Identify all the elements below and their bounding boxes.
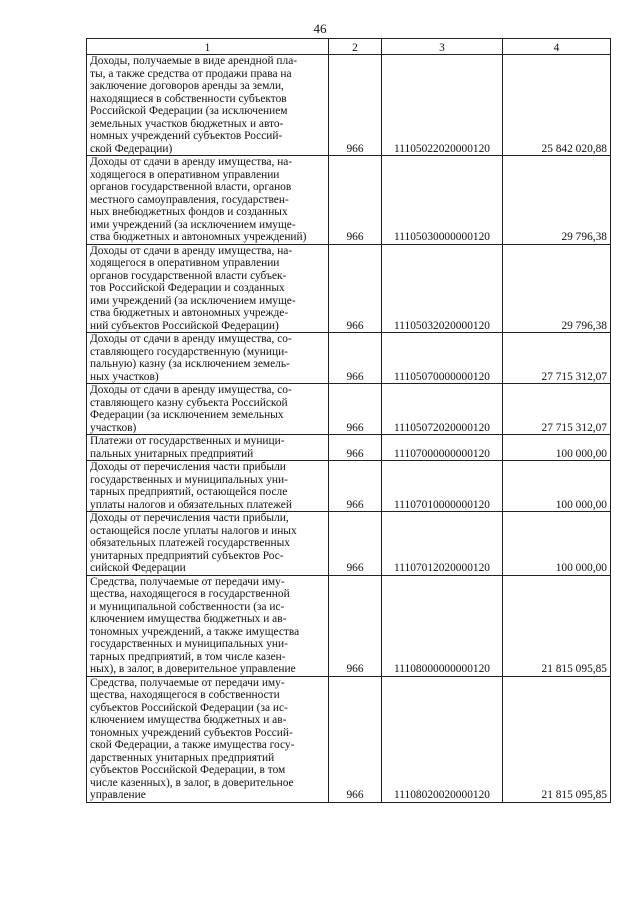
table-row [87,461,611,512]
budget-classification-code: 11108020020000120 [382,676,503,802]
revenue-description [87,55,329,156]
amount: 25 842 020,88 [503,55,611,156]
description-line: заключение договоров аренды за земли, [90,80,284,92]
description-line: ты, а также средства от продажи права на [90,67,292,80]
description-line: тономных учреждений, а также имущества [90,625,300,638]
budget-classification-code: 11108000000000120 [382,575,503,676]
table-row [87,575,611,676]
description-line: ставляющего казну субъекта Российской [90,396,288,409]
description-line: Средства, получаемые от передачи иму- [90,575,285,588]
table-row [87,333,611,384]
description-line: находящиеся в собственности субъектов [90,92,287,105]
description-line: ими учреждений (за исключением имуще- [90,218,296,231]
amount: 21 815 095,85 [503,575,611,676]
description-line: пальную) казну (за исключением земель- [90,358,290,370]
description-line: дарственных унитарных предприятий [90,751,275,764]
description-line: Доходы от сдачи в аренду имущества, со- [90,384,292,396]
description-line: тарных предприятий, остающейся после [90,486,288,498]
description-line: Доходы от сдачи в аренду имущества, со- [90,333,292,345]
column-header-admin-code: 2 [329,39,382,55]
budget-classification-code: 11107012020000120 [382,512,503,576]
description-line: пальных унитарных предприятий [90,447,254,460]
budget-classification-code: 11105032020000120 [382,244,503,333]
description-line: ставляющего государственную (муници- [90,345,288,358]
description-line: ства бюджетных и автономных учрежде- [90,307,289,319]
description-line: ключением имущества бюджетных и ав- [90,714,287,726]
description-line: щества, находящегося в государственной [90,588,290,600]
amount: 27 715 312,07 [503,333,611,384]
description-line: субъектов Российской Федерации, в том [90,764,286,776]
description-line: и муниципальной собственности (за ис- [90,600,285,613]
table-row [87,435,611,461]
budget-classification-code: 11105030000000120 [382,156,503,245]
description-line: ходящегося в оперативном управлении [90,257,280,269]
description-line: Доходы от перечисления части прибыли, [90,512,289,524]
description-line: Средства, получаемые от передачи иму- [90,676,285,689]
description-line: ных участков) [90,370,159,383]
revenue-description [87,461,329,512]
admin-code: 966 [329,676,382,802]
amount: 21 815 095,85 [503,676,611,802]
revenue-description [87,333,329,384]
admin-code: 966 [329,156,382,245]
budget-classification-code: 11105072020000120 [382,384,503,435]
description-line: Доходы от сдачи в аренду имущества, на- [90,244,293,257]
revenue-description [87,435,329,461]
description-line: обязательных платежей государственных [90,537,290,549]
table-body [87,55,611,803]
description-line: органов государственной власти субъек- [90,269,287,282]
table-row [87,55,611,156]
description-line: ими учреждений (за исключением имуще- [90,294,296,307]
column-header-kbk: 3 [382,39,503,55]
description-line: Федерации (за исключением земельных [90,409,284,421]
table-row [87,512,611,576]
revenue-description [87,575,329,676]
description-line: унитарных предприятий субъектов Рос- [90,549,284,562]
description-line: тов Российской Федерации и созданных [90,282,285,294]
revenue-description [87,156,329,245]
description-line: ключением имущества бюджетных и ав- [90,613,287,625]
description-line: остающейся после уплаты налогов и иных [90,524,297,537]
description-line: управление [90,789,146,801]
description-line: ний субъектов Российской Федерации) [90,319,279,332]
admin-code: 966 [329,384,382,435]
table-row [87,384,611,435]
description-line: государственных и муниципальных уни- [90,473,288,486]
admin-code: 966 [329,244,382,333]
table-row [87,244,611,333]
description-line: тарных предприятий, в том числе казен- [90,650,286,663]
column-header-description: 1 [87,39,329,55]
description-line: местного самоуправления, государствен- [90,193,289,206]
description-line: ской Федерации, а также имущества госу- [90,739,295,751]
admin-code: 966 [329,55,382,156]
amount: 100 000,00 [503,512,611,576]
amount: 100 000,00 [503,435,611,461]
description-line: Российской Федерации (за исключением [90,105,288,117]
page-number: 46 [313,21,327,36]
description-line: ства бюджетных и автономных учреждений) [90,231,307,243]
admin-code: 966 [329,512,382,576]
description-line: уплаты налогов и обязательных платежей [90,498,292,511]
budget-classification-code: 11107010000000120 [382,461,503,512]
description-line: числе казенных), в залог, в доверительное [90,776,294,789]
column-header-amount: 4 [503,39,611,55]
description-line: тономных учреждений субъектов Россий- [90,726,293,739]
description-line: участков) [90,421,137,434]
amount: 100 000,00 [503,461,611,512]
amount: 29 796,38 [503,244,611,333]
description-line: Доходы, получаемые в виде арендной пла- [90,55,298,67]
description-line: ской Федерации) [90,142,173,155]
revenue-description [87,512,329,576]
table-row [87,676,611,802]
budget-classification-code: 11105022020000120 [382,55,503,156]
description-line: сийской Федерации [90,562,186,574]
amount: 27 715 312,07 [503,384,611,435]
budget-classification-code: 11107000000000120 [382,435,503,461]
description-line: ходящегося в оперативном управлении [90,168,280,181]
description-line: государственных и муниципальных уни- [90,638,288,650]
budget-classification-code: 11105070000000120 [382,333,503,384]
description-line: органов государственной власти, органов [90,181,292,193]
amount: 29 796,38 [503,156,611,245]
table-header-row [87,39,611,55]
description-line: ных), в залог, в доверительное управление [90,663,296,675]
admin-code: 966 [329,575,382,676]
description-line: ных внебюджетных фондов и созданных [90,206,288,218]
table-row [87,156,611,245]
description-line: земельных участков бюджетных и авто- [90,117,284,130]
revenue-description [87,244,329,333]
description-line: номных учреждений субъектов Россий- [90,130,283,142]
admin-code: 966 [329,333,382,384]
revenue-table [86,38,611,803]
description-line: щества, находящегося в собственности [90,689,280,701]
description-line: Доходы от сдачи в аренду имущества, на- [90,156,293,168]
revenue-description [87,384,329,435]
revenue-description [87,676,329,802]
admin-code: 966 [329,435,382,461]
description-line: субъектов Российской Федерации (за ис- [90,701,288,714]
description-line: Доходы от перечисления части прибыли [90,461,286,473]
description-line: Платежи от государственных и муници- [90,435,285,447]
admin-code: 966 [329,461,382,512]
